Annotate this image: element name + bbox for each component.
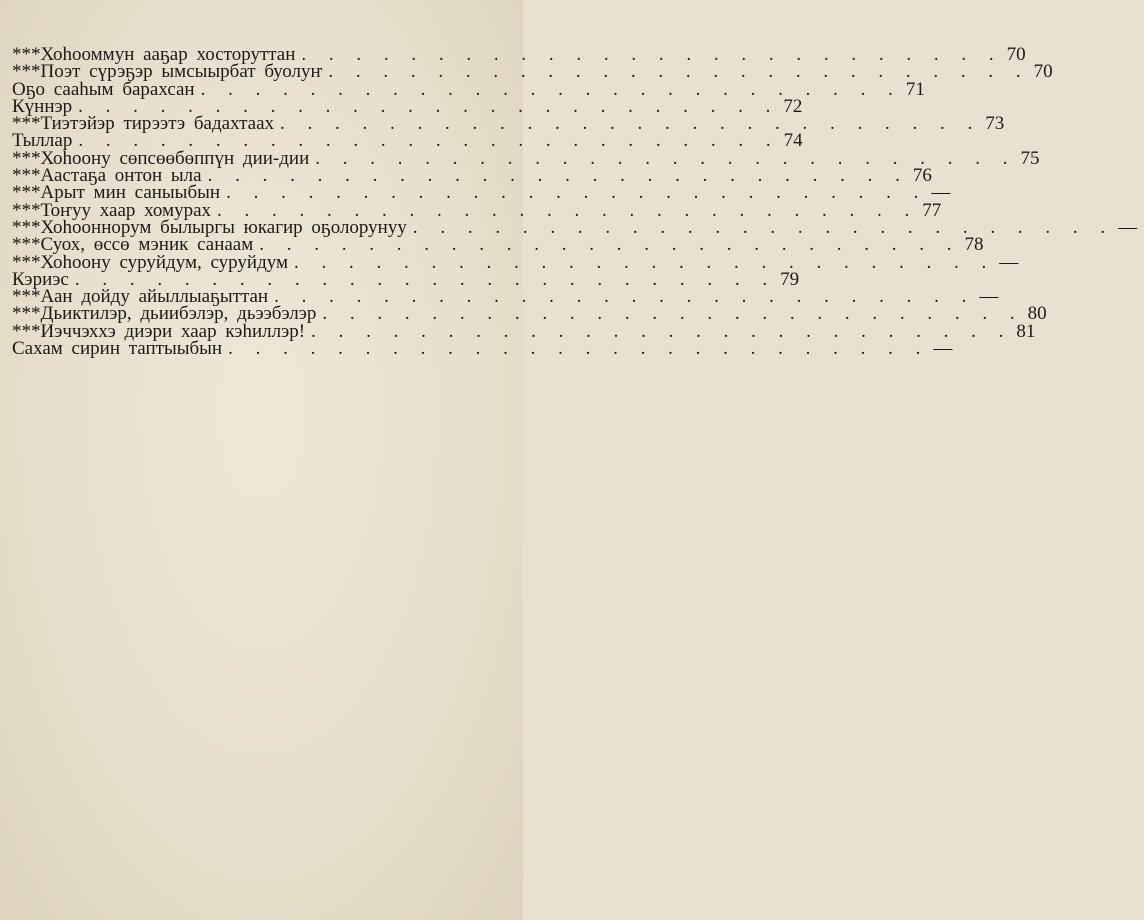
toc-entry-title: ***Тоҥуу хаар хомурах: [12, 199, 212, 221]
toc-entry-page: 74: [783, 130, 803, 152]
toc-entry-leader: . . . . . . . . . . . . . . . . . . . . . . . . . .: [328, 61, 1030, 83]
toc-entry-page: 70: [1006, 44, 1026, 65]
toc-entry-title: ***Иэччэххэ диэри хаар кэһиллэр!: [12, 320, 306, 342]
toc-entry-leader: . . . . . . . . . . . . . . . . . . . . . . . . . .: [200, 78, 902, 100]
toc-entry-title: Тыллар: [12, 130, 73, 152]
toc-entry-leader: . . . . . . . . . . . . . . . . . . . . . . . . . .: [78, 95, 780, 117]
toc-entry-title: Кэриэс: [12, 268, 69, 290]
toc-entry-page: 72: [783, 95, 803, 117]
toc-entry-leader: . . . . . . . . . . . . . . . . . . . . . . . . . .: [301, 44, 1003, 65]
toc-entry-title: ***Суох, өссө мэник санаам: [12, 234, 254, 256]
toc-entry-title: Күннэр: [12, 95, 73, 117]
toc-entry-leader: . . . . . . . . . . . . . . . . . . . . . . . . . .: [274, 286, 976, 308]
toc-entry-page: 77: [922, 199, 942, 221]
toc-entry-title: ***Дьиктилэр, дьиибэлэр, дьээбэлэр: [12, 303, 317, 325]
toc-entry: [12, 61, 1053, 83]
toc-entry-page: 76: [912, 165, 932, 187]
toc-entry-leader: . . . . . . . . . . . . . . . . . . . . . . . . . .: [322, 303, 1024, 325]
toc-entry-title: Сахам сирин таптыыбын: [12, 338, 223, 360]
toc-entry-title: ***Поэт сүрэҕэр ымсыырбат буолуҥ: [12, 61, 323, 83]
toc-entry-leader: . . . . . . . . . . . . . . . . . . . . . . . . . .: [412, 216, 1115, 238]
toc-entry-page: 79: [780, 268, 800, 290]
toc-entry-leader: . . . . . . . . . . . . . . . . . . . . . . . . . .: [280, 113, 982, 135]
toc-entry-leader: . . . . . . . . . . . . . . . . . . . . . . . . . .: [259, 234, 961, 256]
toc-entry-title: ***Хоһоону суруйдум, суруйдум: [12, 251, 289, 273]
toc-entry-page: —: [979, 286, 999, 308]
toc-entry-page: 78: [964, 234, 984, 256]
toc-entry-page: 70: [1033, 61, 1053, 83]
toc-entry-page: 81: [1016, 320, 1036, 342]
toc-entry-leader: . . . . . . . . . . . . . . . . . . . . . . . . . .: [294, 251, 996, 273]
toc-entry-page: 75: [1020, 147, 1040, 169]
toc-entry-title: Оҕо сааһым барахсан: [12, 78, 195, 100]
toc-entry-leader: . . . . . . . . . . . . . . . . . . . . . . . . . .: [207, 165, 909, 187]
toc-entry-page: —: [931, 182, 951, 204]
toc-entry-page: 80: [1027, 303, 1047, 325]
toc-entry-leader: . . . . . . . . . . . . . . . . . . . . . . . . . .: [217, 199, 919, 221]
toc-entry-title: ***Арыт мин саныыбын: [12, 182, 221, 204]
toc-entry-title: ***Тиэтэйэр тирээтэ бадахтаах: [12, 113, 275, 135]
toc-entry: [12, 338, 953, 360]
toc-entry-page: 71: [905, 78, 925, 100]
toc-entry-title: ***Аан дойду айыллыаҕыттан: [12, 286, 269, 308]
toc-entry-page: —: [933, 338, 953, 360]
table-of-contents: [12, 44, 1138, 360]
toc-entry-leader: . . . . . . . . . . . . . . . . . . . . . . . . . .: [78, 130, 780, 152]
toc-entry-leader: . . . . . . . . . . . . . . . . . . . . . . . . . .: [74, 268, 777, 290]
toc-entry-title: ***Хоһоону сөпсөөбөппүн дии-дии: [12, 147, 310, 169]
toc-entry-title: ***Хоһооннорум былыргы юкагир оҕолорунуу: [12, 216, 407, 238]
toc-entry-leader: . . . . . . . . . . . . . . . . . . . . . . . . . .: [315, 147, 1017, 169]
toc-entry-leader: . . . . . . . . . . . . . . . . . . . . . . . . . .: [226, 182, 928, 204]
toc-entry-title: ***Аастаҕа онтон ыла: [12, 165, 202, 187]
toc-entry-leader: . . . . . . . . . . . . . . . . . . . . . . . . . .: [228, 338, 930, 360]
toc-entry-page: —: [1118, 216, 1138, 238]
toc-entry-page: 73: [985, 113, 1005, 135]
toc-entry-title: ***Хоһооммун ааҕар хосторуттан: [12, 44, 296, 65]
toc-entry: [12, 234, 984, 256]
toc-entry-page: —: [999, 251, 1019, 273]
toc-entry-leader: . . . . . . . . . . . . . . . . . . . . . . . . . .: [311, 320, 1013, 342]
